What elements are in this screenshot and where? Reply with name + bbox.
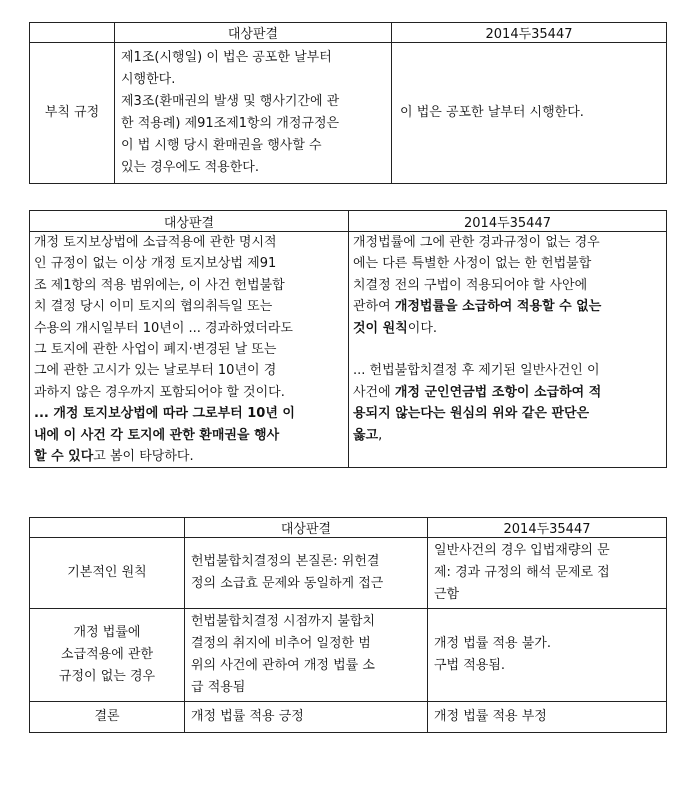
row-label: 부칙 규정: [30, 43, 115, 184]
bold-text: 할 수 있다: [34, 449, 94, 465]
text-line: 일반사건의 경우 입법재량의 문: [434, 543, 610, 558]
plain-text: 관하여: [353, 299, 395, 315]
table-row: [30, 702, 667, 733]
text-line: 제1조(시행일) 이 법은 공포한 날부터: [121, 50, 332, 65]
header-cell-empty: [30, 23, 115, 43]
header-cell-target-judgment: 대상판결: [30, 211, 349, 232]
header-cell-case-number: 2014두35447: [349, 211, 667, 232]
text-line: 개정 법률 적용 불가.: [434, 636, 551, 651]
target-judgment-cell: [30, 232, 349, 468]
text-line: 제3조(환매권의 발생 및 행사기간에 관: [121, 94, 340, 109]
bold-text: 개정 군인연금법 조항이 소급하여 적: [394, 384, 602, 400]
text-line: 급 적용됨: [191, 680, 246, 695]
text-line: 치결정 전의 구법이 적용되어야 할 사안에: [353, 277, 588, 293]
case-number-cell: [428, 538, 667, 609]
text-line: [34, 403, 344, 424]
target-judgment-cell: [185, 538, 428, 609]
case-number-cell: [428, 702, 667, 733]
case-number-cell: 이 법은 공포한 날부터 시행한다.: [392, 43, 667, 184]
text-line: 과하지 않은 경우까지 포함되어야 할 것이다.: [34, 384, 285, 400]
plain-text: 고 봄이 타당하다.: [93, 449, 194, 465]
bold-text: 옳고: [353, 427, 379, 443]
text-line: 에는 다른 특별한 사정이 없는 한 헌법불합: [353, 256, 592, 272]
text-line: 제: 경과 규정의 해석 문제로 접: [434, 565, 610, 580]
text-line: [34, 446, 344, 467]
text-line: 개정 토지보상법에 소급적용에 관한 명시적: [34, 235, 277, 250]
header-cell-target-judgment: 대상판결: [115, 23, 392, 43]
text-line: [353, 382, 662, 403]
bold-text: 용되지 않는다는 원심의 위와 같은 판단은: [353, 406, 590, 422]
text-line: [353, 425, 662, 446]
bold-text: 것이 원칙: [353, 320, 408, 336]
text-line: 개정 법률에: [73, 625, 141, 640]
header-cell-case-number: 2014두35447: [392, 23, 667, 43]
text-line: 헌법불합치결정의 본질론: 위헌결: [191, 554, 380, 569]
plain-text: 사건에: [353, 384, 395, 400]
text-line: 헌법불합치결정 시점까지 불합치: [191, 614, 376, 629]
bold-text: ... 개정 토지보상법에 따라 그로부터 10년 이: [34, 406, 295, 422]
table-header-row: [30, 23, 667, 43]
target-judgment-cell: [185, 702, 428, 733]
text-line: 근함: [434, 587, 460, 602]
row-label: [30, 702, 185, 733]
text-line: 정의 소급효 문제와 동일하게 접근: [191, 576, 384, 591]
retroactivity-comparison-table: [29, 210, 667, 468]
text-line: 수용의 개시일부터 10년이 ... 경과하였더라도: [34, 320, 293, 336]
table-header-row: [30, 211, 667, 232]
summary-comparison-table: [29, 517, 667, 733]
bold-text: 내에 이 사건 각 토지에 관한 환매권을 행사: [34, 427, 280, 443]
text-line: 조 제1항의 적용 범위에는, 이 사건 헌법불합: [34, 277, 285, 293]
text-line: 그 토지에 관한 사업이 폐지·변경된 날 또는: [34, 342, 277, 358]
text-line: ... 헌법불합치결정 후 제기된 일반사건인 이: [353, 363, 600, 379]
paragraph-spacer: [353, 339, 662, 360]
table-header-row: [30, 518, 667, 538]
text-line: [353, 318, 662, 339]
text-line: 한 적용례) 제91조제1항의 개정규정은: [121, 116, 340, 131]
text-line: 결론: [94, 709, 120, 724]
bold-text: 개정법률을 소급하여 적용할 수 없는: [394, 299, 602, 315]
target-judgment-cell: [115, 43, 392, 184]
text-line: 개정법률에 그에 관한 경과규정이 없는 경우: [353, 235, 600, 250]
text-line: 개정 법률 적용 긍정: [191, 709, 304, 724]
text-line: 개정 법률 적용 부정: [434, 709, 547, 724]
supplementary-provisions-table: [29, 22, 667, 184]
case-number-cell: [349, 232, 667, 468]
text-line: 위의 사건에 관하여 개정 법률 소: [191, 658, 375, 673]
row-label: [30, 538, 185, 609]
text-line: 기본적인 원칙: [67, 565, 147, 580]
text-line: 치 결정 당시 이미 토지의 협의취득일 또는: [34, 299, 273, 315]
table-row: [30, 609, 667, 702]
table-row: [30, 232, 667, 468]
text-line: 결정의 취지에 비추어 일정한 범: [191, 636, 371, 651]
text-line: 있는 경우에도 적용한다.: [121, 160, 259, 175]
plain-text: 이다.: [407, 320, 438, 336]
table-row: [30, 538, 667, 609]
text-line: [353, 296, 662, 317]
target-judgment-cell: [185, 609, 428, 702]
row-label: [30, 609, 185, 702]
text-line: [353, 403, 662, 424]
header-cell-target-judgment: 대상판결: [185, 518, 428, 538]
table-row: [30, 43, 667, 184]
case-number-cell: [428, 609, 667, 702]
text-line: 이 법 시행 당시 환매권을 행사할 수: [121, 138, 322, 153]
text-line: 그에 관한 고시가 있는 날로부터 10년이 경: [34, 363, 277, 379]
text-line: 시행한다.: [121, 72, 176, 87]
text-line: 소급적용에 관한: [60, 647, 154, 662]
header-cell-case-number: 2014두35447: [428, 518, 667, 538]
text-line: 인 규정이 없는 이상 개정 토지보상법 제91: [34, 256, 277, 272]
plain-text: ,: [378, 427, 383, 443]
text-line: 구법 적용됨.: [434, 658, 506, 673]
text-line: [34, 425, 344, 446]
header-cell-empty: [30, 518, 185, 538]
text-line: 규정이 없는 경우: [58, 669, 156, 684]
